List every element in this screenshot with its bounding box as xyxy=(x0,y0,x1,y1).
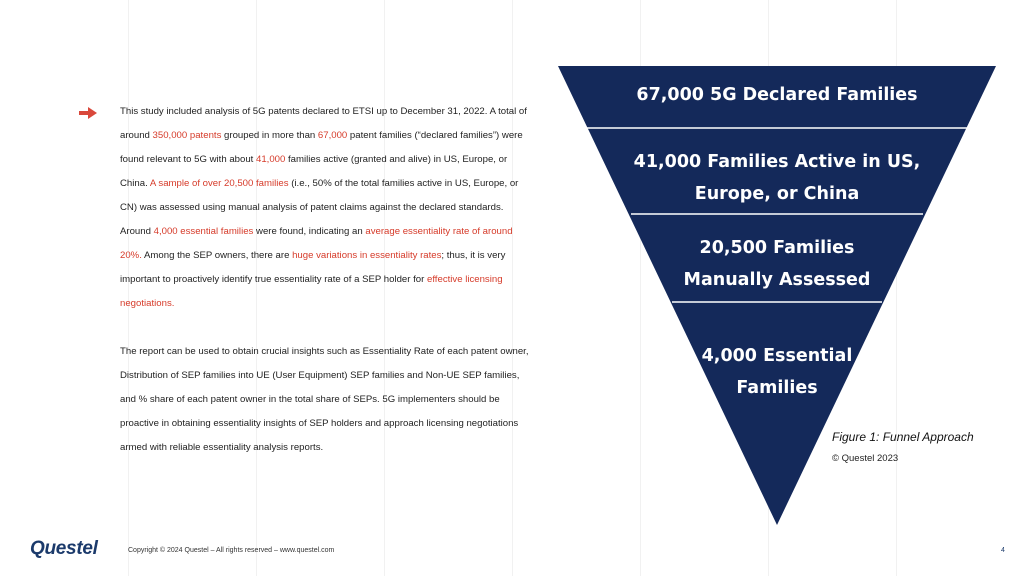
funnel-tier-1-label: 67,000 5G Declared Families xyxy=(636,85,918,105)
body-text-run: ; thus, it is very important to proactively identify true essentiality rate of a SEP holder for xyxy=(120,250,506,285)
highlighted-text: 4,000 essential families xyxy=(153,226,254,237)
figure-caption: Figure 1: Funnel Approach xyxy=(832,430,974,444)
body-text-run: were found, indicating an xyxy=(253,226,366,237)
paragraph-report-usage: The report can be used to obtain crucial insights such as Essentiality Rate of each patent owner, Distribution of SEP families into UE (User Equipment) SEP families and Non-UE SEP families, and % share of each patent owner in the total share of SEPs. 5G implementers should be proactive in obtaining essentiality insights of SEP holders and approach licensing negotiations armed with reliable essentiality analysis reports. xyxy=(120,346,529,453)
body-text-run: patent families (“declared families”) were found relevant to 5G with about xyxy=(120,130,523,165)
body-text-run: Among the SEP owners, there are xyxy=(141,250,293,261)
highlighted-text: 41,000 xyxy=(256,154,286,165)
body-text-run: (i.e., 50% of the total families active in US, Europe, or CN) was assessed using manual analysis of patent claims against the declared standards. Around xyxy=(120,178,519,237)
body-text-run: families active (granted and alive) in US, Europe, or China. xyxy=(120,154,508,189)
figure-copyright: © Questel 2023 xyxy=(832,453,899,464)
questel-logo: Questel xyxy=(30,538,98,559)
funnel-tier-3-label: 20,500 Families Manually Assessed xyxy=(683,238,871,290)
highlighted-text: 350,000 patents xyxy=(152,130,222,141)
highlighted-text: average essentiality rate of around 20%. xyxy=(120,226,513,261)
highlighted-text: effective licensing negotiations. xyxy=(120,274,503,309)
body-text-run: This study included analysis of 5G patents declared to ETSI up to December 31, 2022. A total of around xyxy=(120,106,527,141)
footer-copyright: Copyright © 2024 Questel – All rights reserved – www.questel.com xyxy=(128,547,335,554)
page-number: 4 xyxy=(1001,547,1005,554)
body-text-run: grouped in more than xyxy=(221,130,318,141)
funnel-tier-2-label: 41,000 Families Active in US, Europe, or China xyxy=(633,152,921,204)
highlighted-text: 67,000 xyxy=(317,130,348,141)
highlighted-text: huge variations in essentiality rates xyxy=(292,250,442,261)
highlighted-text: A sample of over 20,500 families xyxy=(149,178,289,189)
funnel-tier-4-label: 4,000 Essential Families xyxy=(701,346,853,398)
